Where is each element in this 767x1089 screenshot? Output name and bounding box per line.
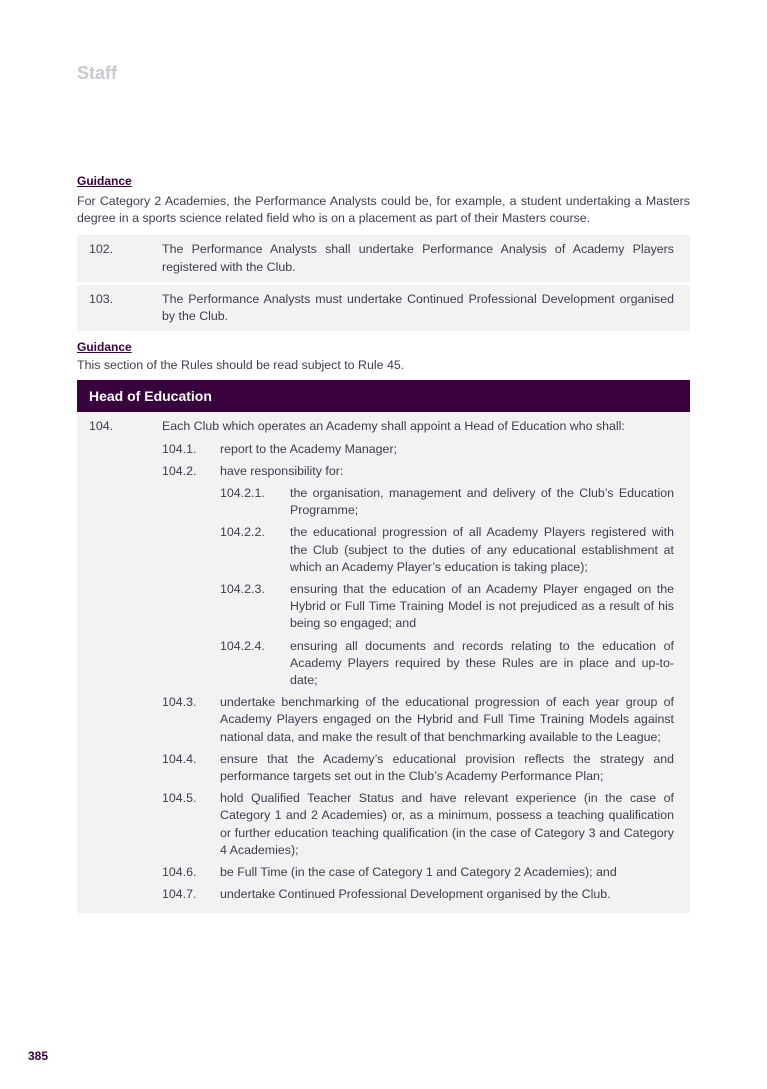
section-heading: Head of Education xyxy=(77,380,690,412)
document-body xyxy=(77,173,690,913)
rule-number: 104.6. xyxy=(162,865,197,880)
rule-number: 102. xyxy=(89,242,114,257)
rule-row xyxy=(89,751,674,785)
rule-number: 104.2.4. xyxy=(220,638,265,653)
rule-row xyxy=(89,581,674,633)
rule-104 xyxy=(77,412,690,912)
rule-row xyxy=(89,463,674,480)
rule-number: 104. xyxy=(89,419,114,434)
rule-text: The Performance Analysts shall undertake Performance Analysis of Academy Players registered with the Club. xyxy=(162,242,674,274)
rule-number: 104.2.3. xyxy=(220,582,265,597)
rule-text: The Performance Analysts must undertake Continued Professional Development organised by the Club. xyxy=(162,291,674,324)
rule-row xyxy=(89,418,674,435)
rule-102 xyxy=(77,235,690,281)
rule-row xyxy=(89,864,674,881)
guidance-text: For Category 2 Academies, the Performance Analysts could be, for example, a student undertaking a Masters degree in a sports science related field who is on a placement as part of their Masters course. xyxy=(77,194,690,226)
rule-number: 104.2.2. xyxy=(220,525,265,540)
rule-row xyxy=(89,441,674,458)
rule-text: ensuring all documents and records relating to the education of Academy Players required by these Rules are in place and up-to-date; xyxy=(290,638,674,688)
rule-text: Each Club which operates an Academy shall appoint a Head of Education who shall: xyxy=(162,419,625,434)
rule-row xyxy=(89,694,674,746)
rule-number: 104.5. xyxy=(162,791,197,806)
page-number: 385 xyxy=(28,1049,49,1063)
rule-number: 104.4. xyxy=(162,751,197,766)
rule-text: ensuring that the education of an Academy Player engaged on the Hybrid or Full Time Training Model is not prejudiced as a result of his being so engaged; and xyxy=(290,582,674,631)
rule-row xyxy=(89,638,674,690)
rule-text: the organisation, management and delivery of the Club’s Education Programme; xyxy=(290,486,674,518)
rule-number: 104.2. xyxy=(162,463,197,478)
rule-number: 104.7. xyxy=(162,887,197,902)
rule-text: the educational progression of all Academy Players registered with the Club (subject to the duties of any educational establishment at which an Academy Player’s education is taking place); xyxy=(290,525,674,574)
rule-text: hold Qualified Teacher Status and have relevant experience (in the case of Category 1 and 2 Academies) or, as a minimum, possess a teaching qualification or further education teaching qualification (in the case of Category 3 and Category 4 Academies); xyxy=(220,791,674,857)
rule-number: 104.1. xyxy=(162,441,197,456)
rule-text: undertake Continued Professional Development organised by the Club. xyxy=(220,887,611,902)
rule-text: undertake benchmarking of the educational progression of each year group of Academy Players engaged on the Hybrid and Full Time Training Models against national data, and make the result of that benchmarking available to the League; xyxy=(220,695,674,744)
rule-row xyxy=(89,790,674,859)
rule-number: 103. xyxy=(89,291,114,306)
rule-text: report to the Academy Manager; xyxy=(220,441,398,456)
rule-number: 104.2.1. xyxy=(220,486,265,501)
page-section-title: Staff xyxy=(77,63,117,83)
guidance-section xyxy=(77,339,690,374)
rule-text: be Full Time (in the case of Category 1 and Category 2 Academies); and xyxy=(220,865,617,880)
rule-row xyxy=(89,485,674,519)
rule-103 xyxy=(77,285,690,331)
guidance-heading: Guidance xyxy=(77,174,132,188)
rule-text: ensure that the Academy’s educational provision reflects the strategy and performance targets set out in the Club’s Academy Performance Plan; xyxy=(220,751,674,784)
rule-row xyxy=(89,524,674,576)
rule-number: 104.3. xyxy=(162,695,197,710)
guidance-text: This section of the Rules should be read subject to Rule 45. xyxy=(77,358,405,373)
rule-text: have responsibility for: xyxy=(220,463,344,478)
guidance-heading: Guidance xyxy=(77,340,132,355)
rule-row xyxy=(89,886,674,903)
